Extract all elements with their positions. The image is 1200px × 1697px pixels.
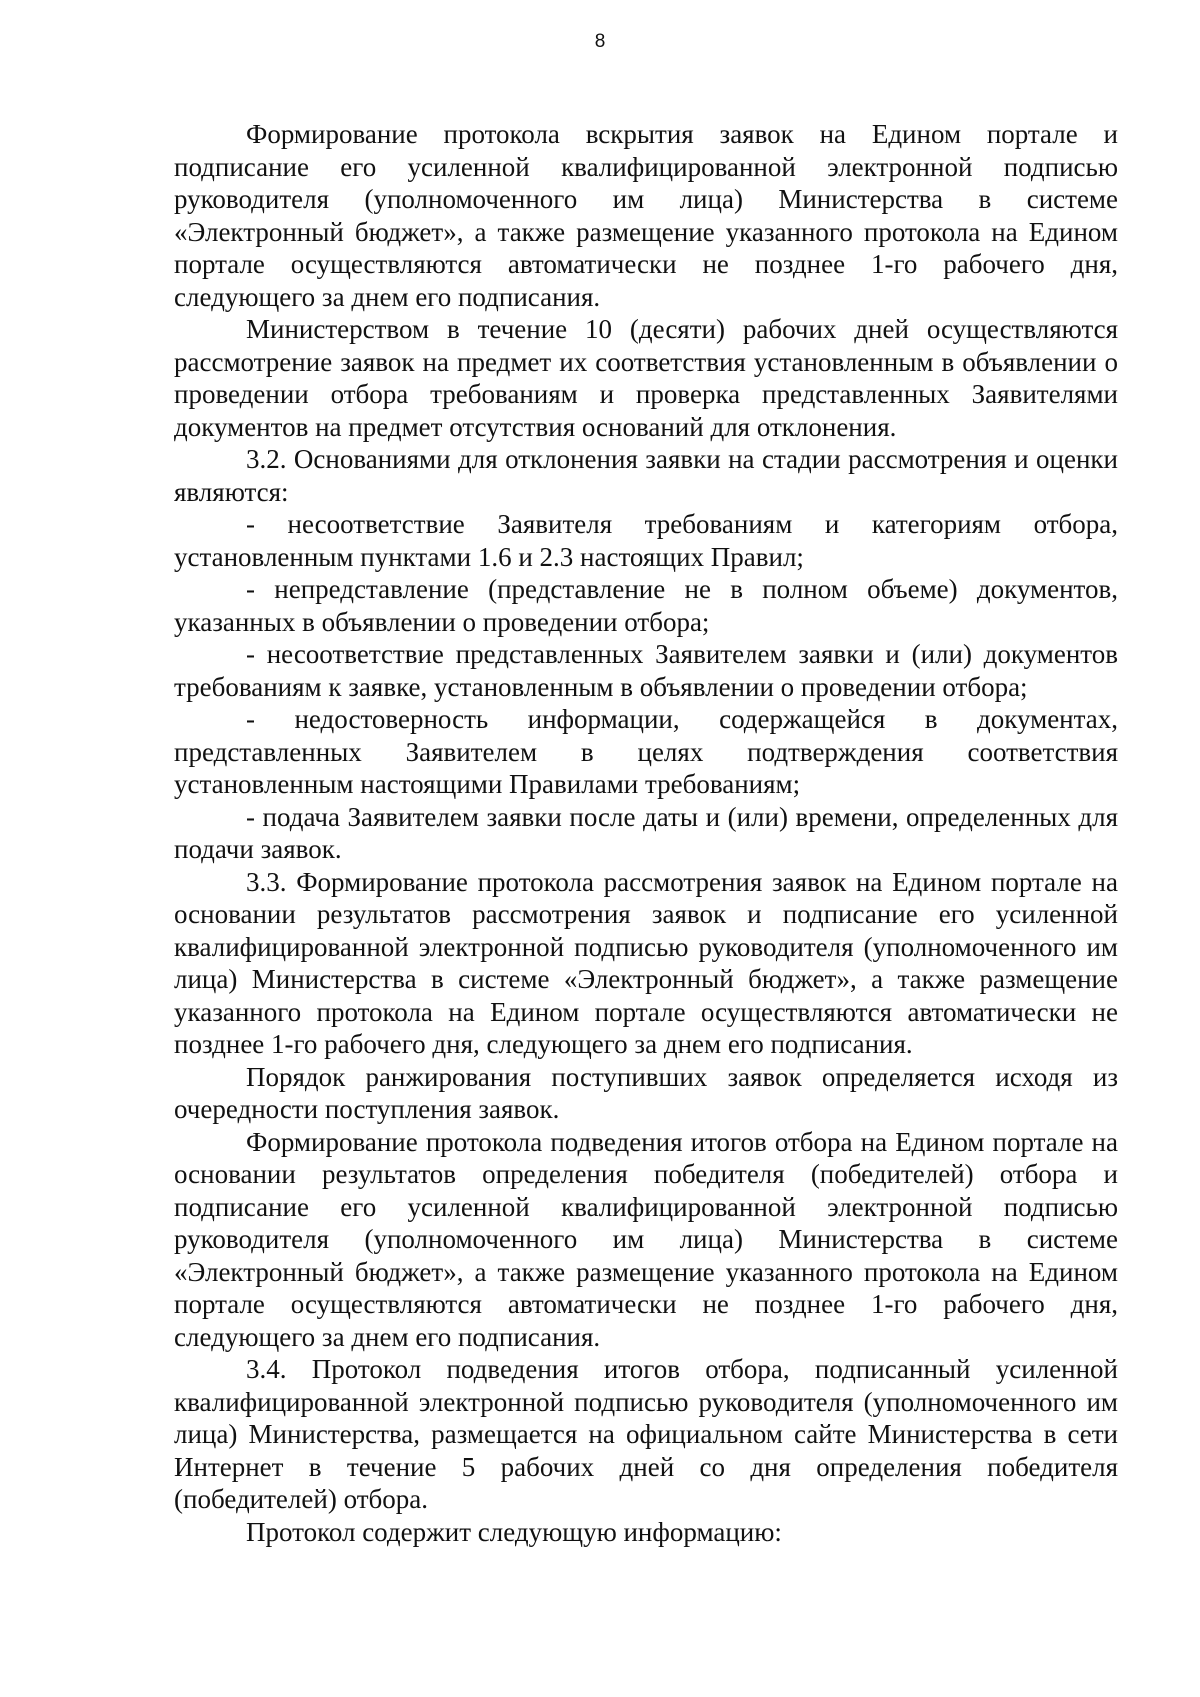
page-number: 8 [594,31,606,52]
paragraph-3-2-grounds: 3.2. Основаниями для отклонения заявки на стадии рассмотрения и оценки являются: [174,444,1118,507]
list-item-late-submission: - подача Заявителем заявки после даты и (или) времени, определенных для подачи заявок. [174,801,1118,864]
paragraph-3-4-publication: 3.4. Протокол подведения итогов отбора, подписанный усиленной квалифицированной электронной подписью руководителя (уполномоченного им лица) Министерства, размещается на официальном сайте Министерства в сети Интернет в течение 5 рабочих дней со дня определения победителя (победителей) отбора. [174,1354,1118,1514]
paragraph-ministry-review: Министерством в течение 10 (десяти) рабочих дней осуществляются рассмотрение заявок на предмет их соответствия установленным в объявлении о проведении отбора требованиям и проверка представленных Заявителями документов на предмет отсутствия оснований для отклонения. [174,314,1118,442]
paragraph-3-3-review-protocol: 3.3. Формирование протокола рассмотрения заявок на Едином портале на основании результатов рассмотрения заявок и подписание его усиленной квалифицированной электронной подписью руководителя (уполномоченного им лица) Министерства в системе «Электронный бюджет», а также размещение указанного протокола на Едином портале осуществляются автоматически не позднее 1-го рабочего дня, следующего за днем его подписания. [174,866,1118,1059]
list-item-noncompliance-applicant: - несоответствие Заявителя требованиям и категориям отбора, установленным пунктами 1.6 и 2.3 настоящих Правил; [174,509,1118,572]
list-item-nonsubmission-documents: - непредставление (представление не в полном объеме) документов, указанных в объявлении о проведении отбора; [174,574,1118,637]
document-body [174,118,1118,1548]
paragraph-protocol-contents: Протокол содержит следующую информацию: [246,1516,782,1547]
paragraph-results-protocol: Формирование протокола подведения итогов отбора на Едином портале на основании результатов определения победителя (победителей) отбора и подписание его усиленной квалифицированной электронной подписью руководителя (уполномоченного им лица) Министерства в системе «Электронный бюджет», а также размещение указанного протокола на Едином портале осуществляются автоматически не позднее 1-го рабочего дня, следующего за днем его подписания. [174,1126,1118,1352]
list-item-noncompliance-documents: - несоответствие представленных Заявителем заявки и (или) документов требованиям к заявке, установленным в объявлении о проведении отбора; [174,639,1118,702]
paragraph-opening-protocol: Формирование протокола вскрытия заявок на Едином портале и подписание его усиленной квалифицированной электронной подписью руководителя (уполномоченного им лица) Министерства в системе «Электронный бюджет», а также размещение указанного протокола на Едином портале осуществляются автоматически не позднее 1-го рабочего дня, следующего за днем его подписания. [174,119,1118,312]
list-item-unreliable-information: - недостоверность информации, содержащейся в документах, представленных Заявителем в целях подтверждения соответствия установленным настоящими Правилами требованиям; [174,704,1118,799]
paragraph-ranking-order: Порядок ранжирования поступивших заявок определяется исходя из очередности поступления заявок. [174,1061,1118,1124]
